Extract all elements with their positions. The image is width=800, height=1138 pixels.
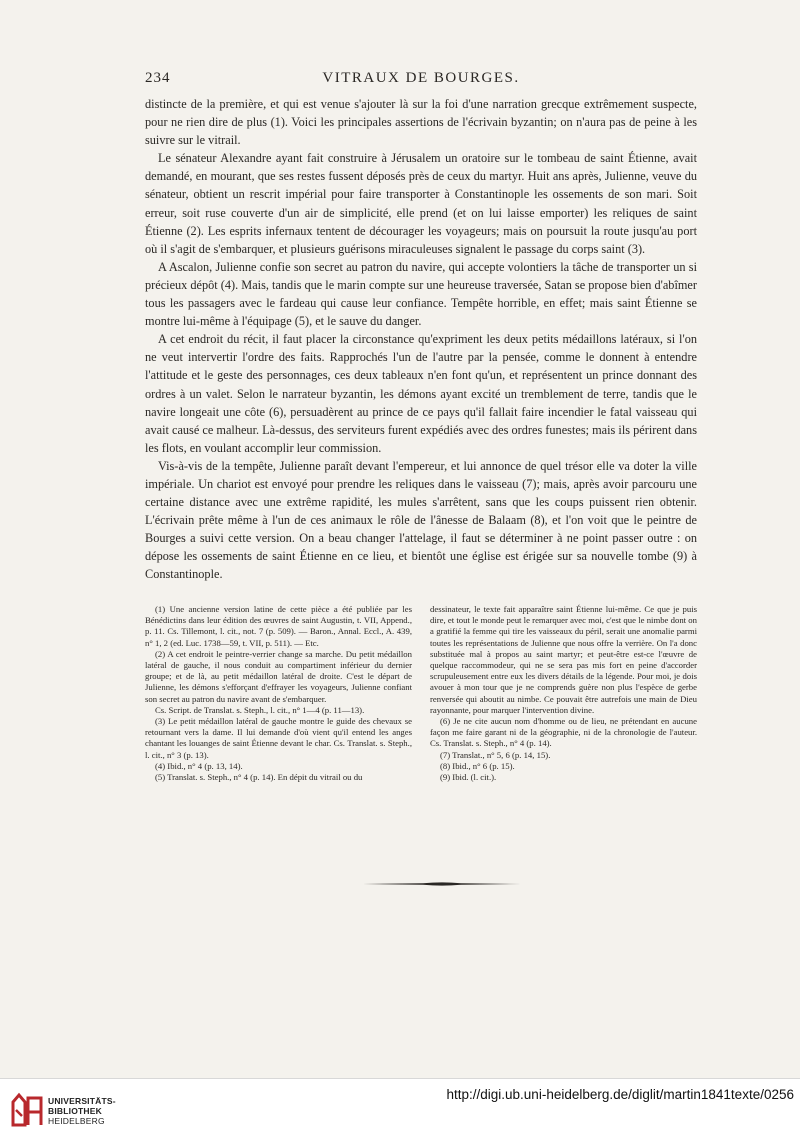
institution-line: HEIDELBERG (48, 1116, 105, 1126)
paragraph: Vis-à-vis de la tempête, Julienne paraît devant l'empereur, et lui annonce de quel trésor elle va doter la ville impériale. Un chariot est envoyé pour prendre les reliques dans le vaisseau (7); mais, après avoir parcouru une certaine distance avec une extrême rapidité, les mules s'arrêtent, sans que les coups puissent rien obtenir. L'écrivain prête même à l'un de ces animaux le rôle de l'ânesse de Balaam (8), et l'on voit que le peintre de Bourges a suivi cette version. On a beau changer l'attelage, il faut se déterminer à ne point passer outre : on dépose les ossements de saint Étienne en ce lieu, et bientôt une église est érigée sur sa nouvelle tombe (9) à Constantinople. (145, 458, 697, 582)
paragraph: A cet endroit du récit, il faut placer la circonstance qu'expriment les deux petits médaillons latéraux, si l'on ne veut intervertir l'ordre des faits. Rapprochés l'un de l'autre par la pensée, comme le donnent à entendre l'attitude et le geste des personnages, ces deux tableaux n'en font qu'un, et représentent un prince donnant des ordres à un valet. Selon le narrateur byzantin, les démons ayant excité un tremblement de terre, tandis que le navire longeait une côte (6), persuadèrent au prince de ce pays qu'il fallait faire incendier le fatal vaisseau qui avait causé ce malheur. Là-dessus, des serviteurs furent expédiés avec des ordres funestes; mais ils périrent dans les flots, en voulant accomplir leur commission. (145, 332, 697, 455)
footnote: (7) Translat., n° 5, 6 (p. 14, 15). (440, 749, 551, 760)
page-header (145, 70, 697, 90)
page-number: 234 (145, 70, 171, 86)
footnotes-right-column (430, 604, 697, 783)
institution-line: UNIVERSITÄTS- (48, 1096, 116, 1106)
footnote: (6) Je ne cite aucun nom d'homme ou de lieu, ne prétendant en aucune façon me faire garant ni de la géographie, ni de la chronologie de l'auteur. Cs. Translat. s. Steph., n° 4 (p. 14). (430, 716, 697, 749)
paragraph: distincte de la première, et qui est venue s'ajouter là sur la foi d'une narration grecque extrêmement suspecte, pour ne rien dire de plus (1). Voici les principales assertions de l'écrivain byzantin; on n'aura pas de peine à les suivre sur le vitrail. (145, 97, 697, 148)
footnote: (5) Translat. s. Steph., n° 4 (p. 14). En dépit du vitrail ou du (155, 772, 363, 783)
running-title: VITRAUX DE BOURGES. (322, 70, 520, 86)
paragraph: Le sénateur Alexandre ayant fait construire à Jérusalem un oratoire sur le tombeau de saint Étienne, avait demandé, en mourant, que ses restes fussent déposés près de ceux du martyr. Huit ans après, Julienne, veuve du sénateur, obtient un rescrit impérial pour faire transporter à Constantinople les ossements de son mari. Soit erreur, soit ruse couverte d'un air de simplicité, elle prend (et on lui laisse emporter) les reliques de saint Étienne (2). Les esprits infernaux tentent de décourager les voyageurs; mais on poursuit la route jusqu'au port où il s'agit de s'embarquer, et plusieurs guérisons miraculeuses signalent le passage du corps saint (3). (145, 151, 697, 256)
footnote: (3) Le petit médaillon latéral de gauche montre le guide des chevaux se retournant vers la dame. Il lui demande d'où vient qu'il entend les anges chantant les louanges de saint Étienne devant le char. Cs. Translat. s. Steph., l. cit., n° 3 (p. 13). (145, 716, 412, 760)
footnote: Cs. Script. de Translat. s. Steph., l. cit., n° 1—4 (p. 11—13). (155, 704, 365, 715)
source-url-link[interactable]: http://digi.ub.uni-heidelberg.de/diglit/martin1841texte/0256 (446, 1087, 794, 1102)
institution-line: BIBLIOTHEK (48, 1106, 102, 1116)
footnote: (4) Ibid., n° 4 (p. 13, 14). (155, 760, 243, 771)
university-library-logo-icon[interactable] (10, 1092, 44, 1128)
institution-name (48, 1096, 116, 1126)
footnotes-left-column (145, 604, 412, 783)
footnote: (1) Une ancienne version latine de cette pièce a été publiée par les Bénédictins dans leur édition des œuvres de saint Augustin, t. VII, Append., p. 11. Cs. Tillemont, l. cit., not. 7 (p. 509). — Baron., Annal. Eccl., A. 439, n° 1, 2 (ed. Luc. 1738—59, t. VII, p. 511). — Etc. (145, 604, 412, 648)
paragraph: A Ascalon, Julienne confie son secret au patron du navire, qui accepte volontiers la tâche de transporter un si précieux dépôt (4). Mais, tandis que le marin compte sur une heureuse traversée, Satan se propose bien d'abîmer tous les passagers avec le fardeau qui cause leur confiance. Tempête horrible, en effet; mais saint Étienne se montre lui-même à l'équipage (5), et le sauve du danger. (145, 259, 697, 329)
viewer-footer (0, 1078, 800, 1138)
footnote: (2) A cet endroit le peintre-verrier change sa marche. Du petit médaillon latéral de gauche, il nous conduit au compartiment inférieur du dernier groupe; et de là, au petit médaillon latéral de droite. C'est le départ de Julienne, les démons s'efforçant d'effrayer les voyageurs, Julienne confiant son secret au patron du navire avant de s'embarquer. (145, 648, 412, 704)
footnote: (8) Ibid., n° 6 (p. 15). (440, 760, 515, 771)
decorative-rule (363, 880, 521, 888)
footnote: (9) Ibid. (l. cit.). (440, 772, 497, 783)
main-text (145, 95, 697, 584)
footnote: dessinateur, le texte fait apparaître saint Étienne lui-même. Ce que je puis dire, et tout le monde peut le remarquer avec moi, c'est que le nimbe dont on a gratifié la femme qui tire les vaisseaux du péril, serait une anomalie parmi toutes les représentations de Julienne que nous offre la verrière. On l'a donc substituée mal à propos au saint martyr; et peut-être est-ce l'œuvre de quelque raccommodeur, qui ne se sera pas mis fort en peine d'accorder scrupuleusement entre eux les divers détails de la légende. Pour moi, je dois avouer à mon tour que je ne comprends guère non plus l'espèce de gerbe renversée qui aboutit au nimbe. Ce pouvait être autrefois une main de Dieu rayonnante, pour marquer l'intervention divine. (430, 604, 697, 715)
